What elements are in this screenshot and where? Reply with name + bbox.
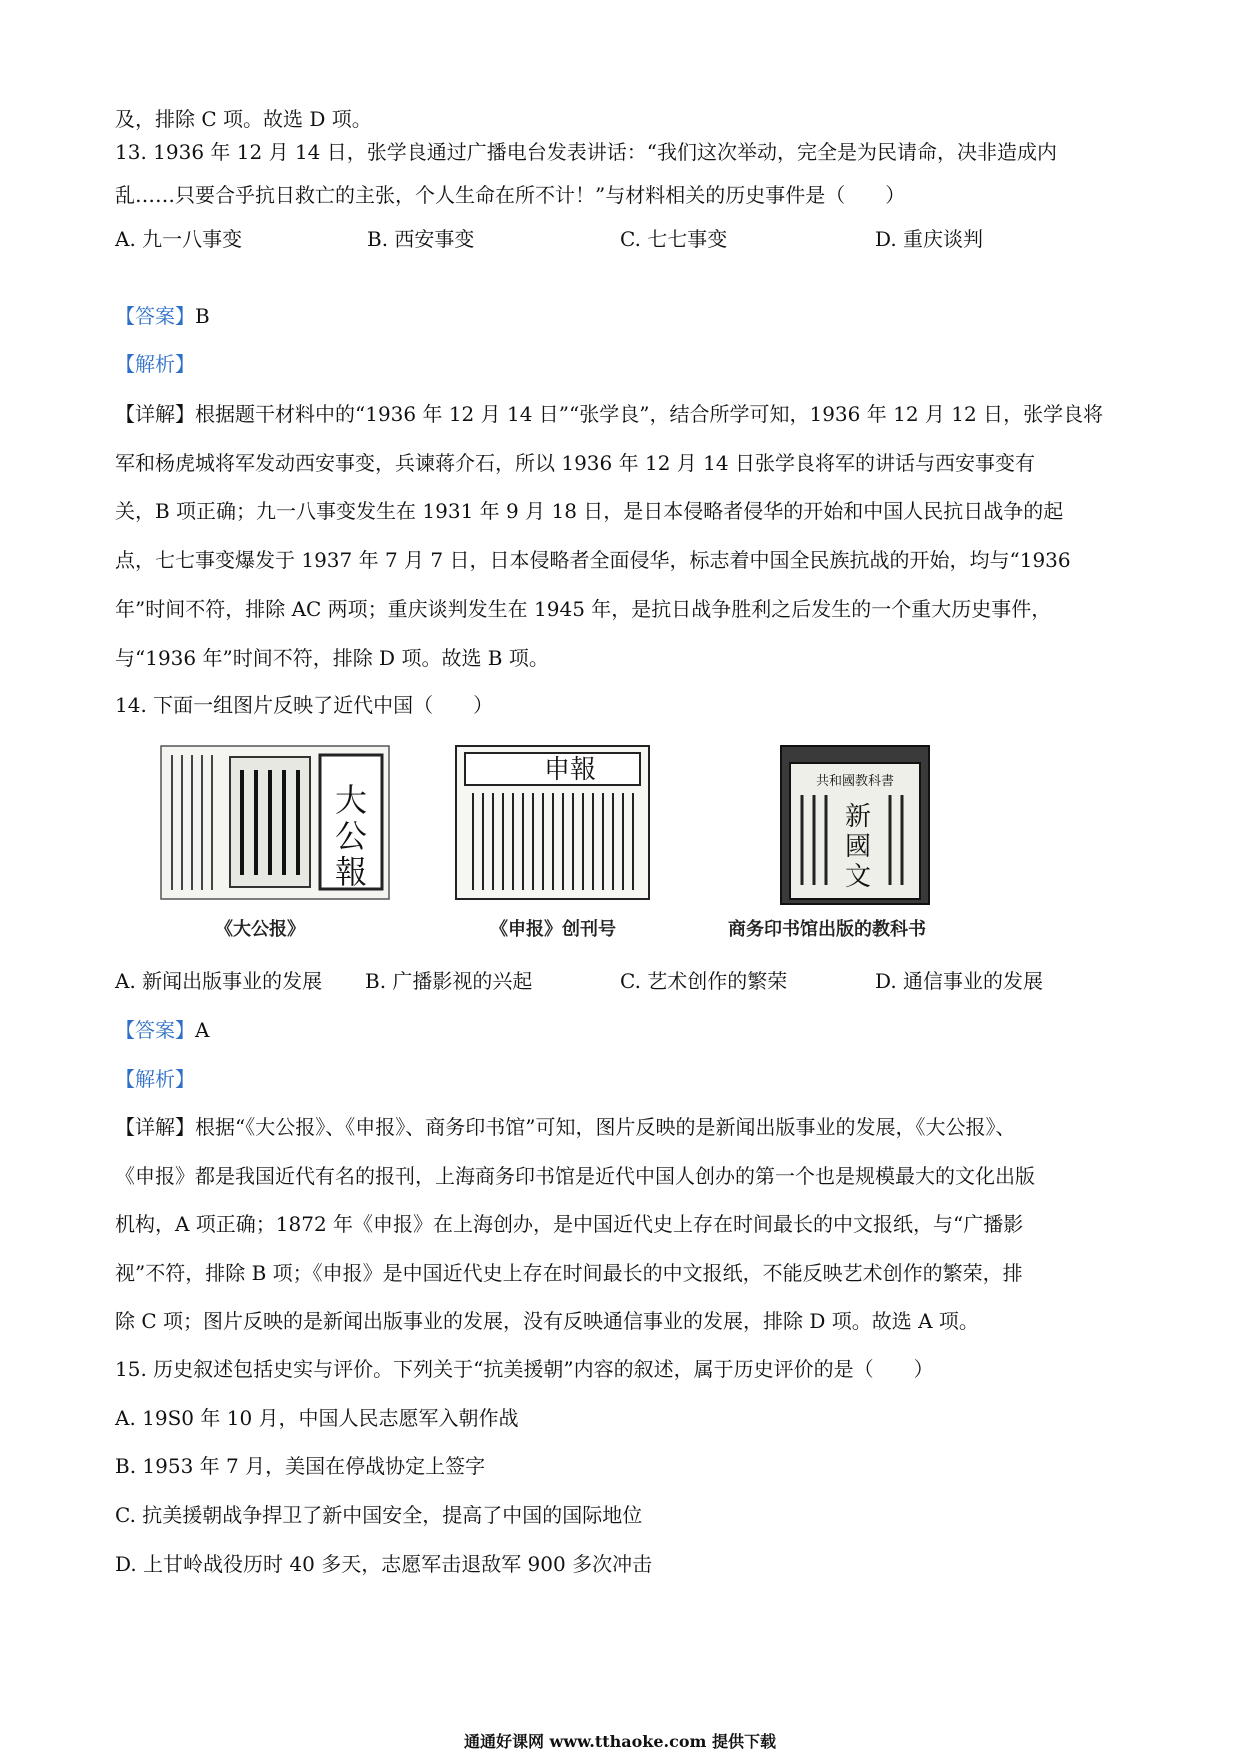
dagongbao-image — [160, 745, 390, 900]
question-13-text: 13. 1936 年 12 月 14 日，张学良通过广播电台发表讲话：“我们这次举动，完全是为民请命，决非造成内 — [115, 140, 1057, 164]
option-d: D. 通信事业的发展 — [875, 969, 1044, 993]
option-a: A. 九一八事变 — [115, 227, 243, 251]
option-a: A. 新闻出版事业的发展 — [115, 969, 323, 993]
footer-credit: 通通好课网 www.tthaoke.com 提供下载 — [463, 1732, 777, 1751]
textbook-image — [780, 745, 930, 905]
question-14-options — [115, 967, 1135, 995]
detail-tag: 【详解】 — [115, 402, 195, 426]
shenbao-title: 申報 — [543, 755, 597, 785]
detail-line: 与“1936 年”时间不符，排除 D 项。故选 B 项。 — [115, 646, 549, 670]
option-c: C. 抗美援朝战争捍卫了新中国安全，提高了中国的国际地位 — [115, 1503, 643, 1527]
answer-value: B — [195, 304, 210, 328]
detail-line: 除 C 项；图片反映的是新闻出版事业的发展，没有反映通信事业的发展，排除 D 项。故选 A 项。 — [115, 1309, 979, 1333]
detail-line — [115, 400, 1103, 428]
shenbao-image — [455, 745, 650, 900]
question-13-options — [115, 225, 1135, 253]
figure-shenbao — [455, 745, 650, 900]
dagongbao-title: 大公報 — [334, 781, 368, 891]
figure-row — [160, 745, 980, 945]
detail-line — [115, 1113, 1015, 1141]
detail-tag: 【详解】 — [115, 1115, 195, 1139]
detail-line: 军和杨虎城将军发动西安事变，兵谏蒋介石，所以 1936 年 12 月 14 日张学良将军的讲话与西安事变有 — [115, 451, 1035, 475]
question-14-text: 14. 下面一组图片反映了近代中国（ ） — [115, 693, 494, 717]
detail-text: 根据“《大公报》、《申报》、商务印书馆”可知，图片反映的是新闻出版事业的发展，《大公报》、 — [195, 1115, 1016, 1139]
option-b: B. 1953 年 7 月，美国在停战协定上签字 — [115, 1454, 486, 1478]
figure-textbook — [780, 745, 930, 905]
question-15-text: 15. 历史叙述包括史实与评价。下列关于“抗美援朝”内容的叙述，属于历史评价的是（ ） — [115, 1357, 934, 1381]
text-line: 及，排除 C 项。故选 D 项。 — [115, 107, 372, 131]
answer-tag: 【答案】 — [115, 1018, 195, 1042]
answer-tag: 【答案】 — [115, 304, 195, 328]
answer-line — [115, 302, 210, 330]
option-d: D. 上甘岭战役历时 40 多天，志愿军击退敌军 900 多次冲击 — [115, 1552, 653, 1576]
answer-value: A — [195, 1018, 210, 1042]
detail-line: 机构，A 项正确；1872 年《申报》在上海创办，是中国近代史上存在时间最长的中文报纸，与“广播影 — [115, 1212, 1024, 1236]
detail-line: 《申报》都是我国近代有名的报刊，上海商务印书馆是近代中国人创办的第一个也是规模最大的文化出版 — [115, 1164, 1035, 1188]
textbook-title: 新國文 — [844, 802, 872, 892]
textbook-subtitle: 共和國教科書 — [815, 774, 895, 789]
detail-line: 视”不符，排除 B 项；《申报》是中国近代史上存在时间最长的中文报纸，不能反映艺术创作的繁荣，排 — [115, 1261, 1023, 1285]
option-a: A. 19S0 年 10 月，中国人民志愿军入朝作战 — [115, 1406, 519, 1430]
detail-text: 根据题干材料中的“1936 年 12 月 14 日”“张学良”，结合所学可知，1936 年 12 月 12 日，张学良将 — [195, 402, 1104, 426]
shenbao-caption: 《申报》创刊号 — [490, 919, 616, 940]
analysis-tag: 【解析】 — [115, 352, 195, 376]
option-c: C. 七七事变 — [620, 227, 728, 251]
option-d: D. 重庆谈判 — [875, 227, 984, 251]
detail-line: 年”时间不符，排除 AC 两项；重庆谈判发生在 1945 年，是抗日战争胜利之后发生的一个重大历史事件， — [115, 597, 1052, 621]
figure-dagongbao — [160, 745, 390, 900]
answer-line — [115, 1016, 209, 1044]
dagongbao-caption: 《大公报》 — [215, 919, 305, 940]
detail-line: 点，七七事变爆发于 1937 年 7 月 7 日，日本侵略者全面侵华，标志着中国全民族抗战的开始，均与“1936 — [115, 548, 1071, 572]
question-13-text: 乱……只要合乎抗日救亡的主张，个人生命在所不计！”与材料相关的历史事件是（ ） — [115, 183, 906, 207]
detail-line: 关，B 项正确；九一八事变发生在 1931 年 9 月 18 日，是日本侵略者侵华的开始和中国人民抗日战争的起 — [115, 499, 1064, 523]
option-c: C. 艺术创作的繁荣 — [620, 969, 788, 993]
textbook-caption: 商务印书馆出版的教科书 — [728, 919, 926, 940]
option-b: B. 西安事变 — [367, 227, 475, 251]
analysis-tag: 【解析】 — [115, 1067, 195, 1091]
option-b: B. 广播影视的兴起 — [365, 969, 533, 993]
